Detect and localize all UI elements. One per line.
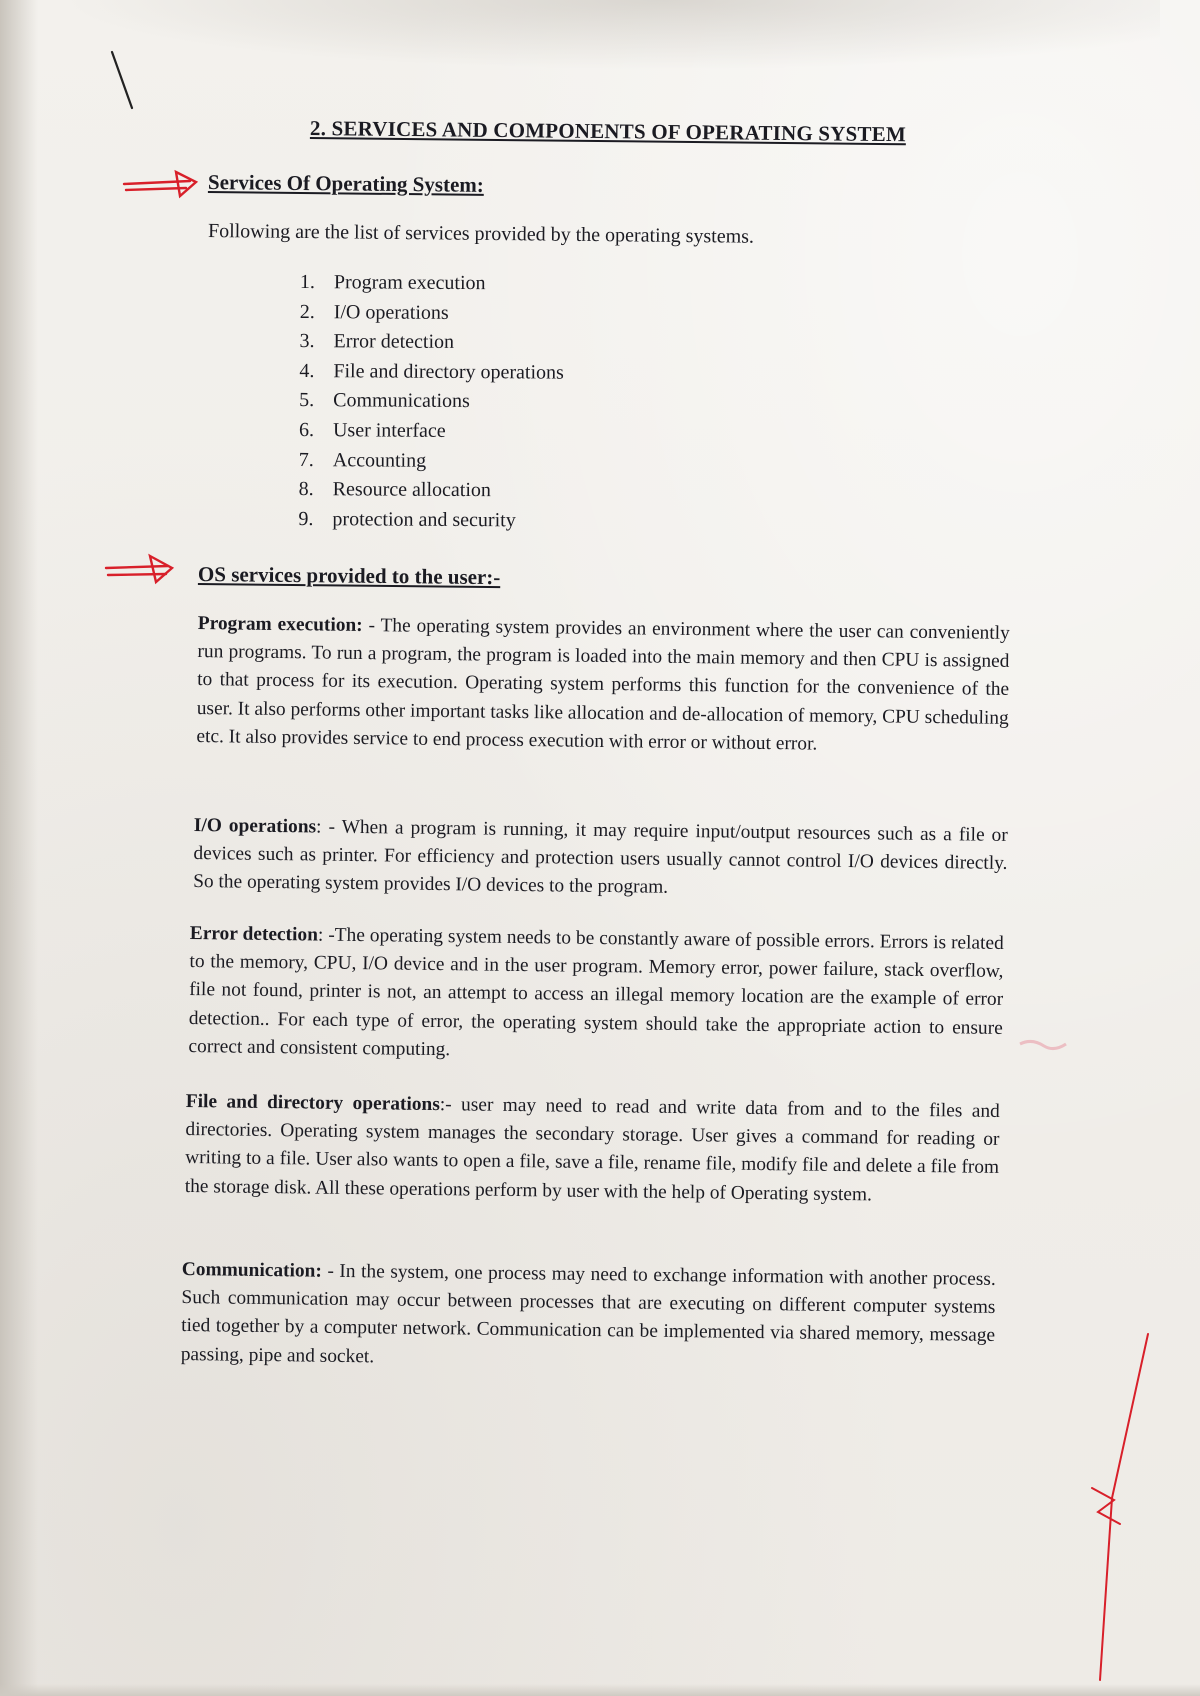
list-item-label: Accounting — [332, 448, 427, 472]
paragraph-error-detection — [188, 920, 1004, 1071]
list-item-number: 8. — [298, 478, 314, 501]
red-margin-line — [1092, 1334, 1148, 1680]
paragraph-text: : -The operating system needs to be constantly aware of possible errors. Errors is related to the memory, CPU, I/O device and in the user program. Memory error, power failure, stack overflow, file not found, printer is not, an attempt to access an illegal memory location are the example of error detection.. For each type of error, the operating system should take the appropriate action to ensure correct and consistent computing. — [188, 924, 1004, 1060]
list-item-label: Error detection — [333, 330, 455, 354]
list-item-label: Communications — [333, 389, 470, 413]
pink-smudge — [1020, 1041, 1066, 1048]
page-heading: 2. SERVICES AND COMPONENTS OF OPERATING SYSTEM — [309, 116, 907, 147]
paragraph-communication — [181, 1256, 996, 1379]
user-services-title: OS services provided to the user:- — [197, 562, 501, 590]
list-item-label: User interface — [332, 419, 446, 442]
list-item-number: 3. — [299, 330, 315, 353]
paragraph-term: Error detection — [189, 922, 319, 946]
list-item-number: 6. — [298, 418, 315, 442]
list-item — [300, 268, 565, 299]
services-intro: Following are the list of services provided by the operating systems. — [207, 220, 755, 248]
services-list — [298, 268, 564, 536]
list-item-label: I/O operations — [333, 300, 449, 324]
red-arrow-annotation-1 — [124, 172, 196, 196]
paragraph-io-operations — [193, 812, 1008, 907]
red-arrow-annotation-2 — [106, 556, 172, 582]
paragraph-term: I/O operations — [193, 814, 317, 838]
list-item — [298, 505, 563, 536]
paragraph-term: File and directory operations — [185, 1090, 440, 1116]
list-item-number: 2. — [299, 300, 315, 323]
black-pen-stroke — [112, 52, 132, 108]
list-item-label: File and directory operations — [333, 359, 564, 384]
list-item — [299, 386, 564, 417]
list-item — [299, 416, 564, 447]
list-item — [299, 357, 564, 388]
paragraph-term: Program execution: — [197, 612, 363, 637]
list-item-number: 1. — [299, 270, 315, 294]
list-item — [299, 475, 564, 506]
services-section-title: Services Of Operating System: — [207, 170, 484, 197]
paragraph-term: Communication: — [181, 1258, 322, 1282]
list-item — [299, 446, 564, 477]
list-item — [300, 298, 565, 329]
list-item-label: Resource allocation — [332, 478, 491, 502]
list-item-number: 5. — [299, 389, 315, 412]
paragraph-text: :- user may need to read and write data from and to the files and directories. Operating system manages the secondary storage. User gives a command for reading or writing to a file. User also wants to open a file, save a file, rename file, modify file and delete a file from the storage disk. All these operations perform by user with the help of Operating system. — [184, 1094, 1000, 1205]
list-item-number: 4. — [299, 359, 315, 382]
paragraph-text: : - When a program is running, it may require input/output resources such as a file or devices such as printer. For efficiency and protection users usually cannot control I/O devices directly. So the operating system provides I/O devices to the program. — [193, 816, 1008, 899]
list-item-label: Program execution — [333, 271, 486, 295]
list-item-number: 7. — [298, 448, 314, 471]
list-item-number: 9. — [298, 507, 314, 530]
list-item-label: protection and security — [332, 507, 516, 532]
paragraph-file-directory-operations — [185, 1088, 1000, 1211]
paragraph-program-execution — [196, 610, 1010, 761]
paragraph-text: - In the system, one process may need to exchange information with another process. Such communication may occur between processes that are executing on different computer systems tied together by a computer network. Communication can be implemented via shared memory, message passing, pipe and socket. — [180, 1260, 996, 1367]
list-item — [299, 327, 564, 358]
paragraph-text: - The operating system provides an environment where the user can conveniently run programs. To run a program, the program is loaded into the main memory and then CPU is assigned to that process for its execution. Operating system performs this function for the convenience of the user. It also performs other important tasks like allocation and de-allocation of memory, CPU scheduling etc. It also provides service to end process execution with error or without error. — [196, 615, 1010, 755]
